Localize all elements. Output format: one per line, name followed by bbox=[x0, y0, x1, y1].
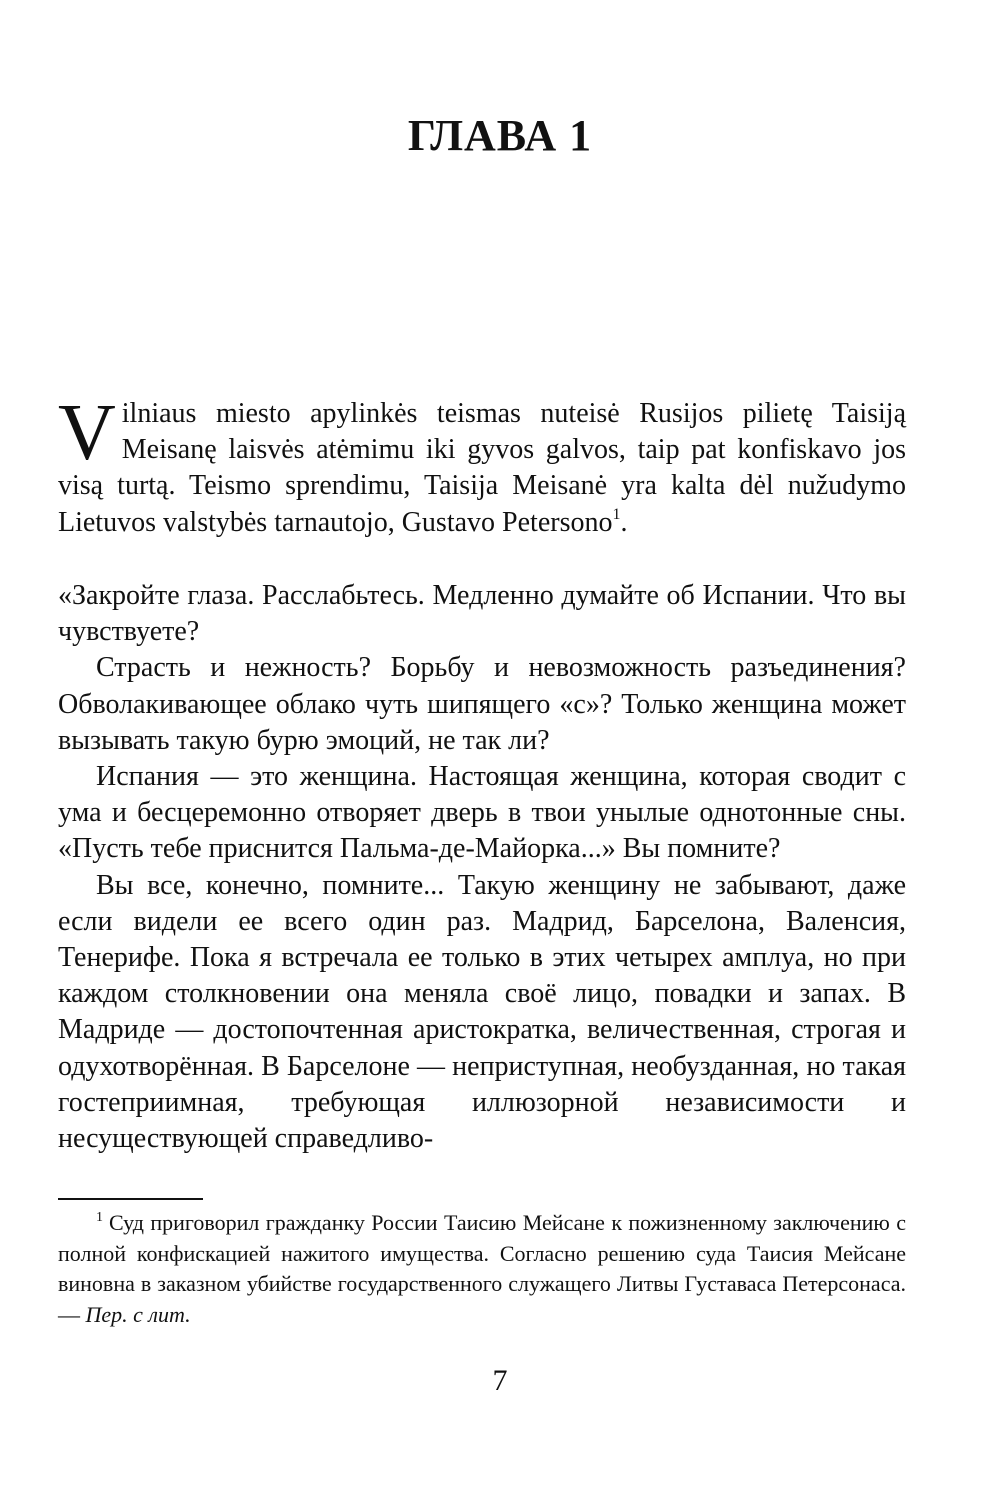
drop-cap: V bbox=[58, 389, 116, 477]
russian-paragraph: Страсть и нежность? Борьбу и невозможность разъединения? Обволакивающее облако чуть шипящего «с»? Только женщина может вызывать такую бурю эмоций, не так ли? bbox=[58, 652, 906, 756]
russian-paragraph: Испания — это женщина. Настоящая женщина, которая сводит с ума и бесцеремонно отворяет дверь в твои унылые однотонные сны. «Пусть тебе приснится Пальма-де-Майорка...» Вы помните? bbox=[58, 761, 906, 865]
russian-paragraph: Вы все, конечно, помните... Такую женщину не забывают, даже если видели ее всего один раз. Мадрид, Барселона, Валенсия, Тенерифе. Пока я встречала ее только в этих четырех амплуа, но при каждом столкновении она меняла своё лицо, повадки и запах. В Мадриде — достопочтенная аристократка, величественная, строгая и одухотворённая. В Барселоне — неприступная, необузданная, но такая гостеприимная, требующая иллюзорной независимости и несуществующей справедливо- bbox=[58, 869, 906, 1155]
lithuanian-paragraph-text: ilniaus miesto apylinkės teismas nuteisė Rusijos pilietę Taisiją Meisanę laisvės atėmimu iki gyvos galvos, taip pat konfiskavo jos visą turtą. Teismo sprendimu, Taisija Meisanė yra kalta dėl nužudymo Lietuvos valstybės tarnautojo, Gustavo Petersono bbox=[58, 398, 906, 538]
page-number: 7 bbox=[492, 1364, 508, 1397]
footnote bbox=[58, 1208, 906, 1330]
lithuanian-paragraph-block bbox=[58, 389, 906, 541]
footnote-reference: 1 bbox=[612, 505, 621, 523]
footnote-divider bbox=[58, 1198, 203, 1200]
russian-text-block bbox=[58, 578, 906, 1157]
lithuanian-paragraph bbox=[58, 389, 906, 541]
lithuanian-paragraph-end: . bbox=[620, 506, 628, 538]
footnote-text: Суд приговорил гражданку России Таисию Мейсане к пожизненному заключению с полной конфискацией нажитого имущества. Согласно решению суда Таисия Мейсане виновна в заказном убийстве государственного служащего Литвы Густаваса Петерсонаса. — bbox=[58, 1210, 906, 1327]
translator-note: Пер. с лит. bbox=[85, 1301, 191, 1327]
russian-paragraph: «Закройте глаза. Расслабьтесь. Медленно думайте об Испании. Что вы чувствуете? bbox=[58, 580, 906, 648]
chapter-title: ГЛАВА 1 bbox=[407, 111, 593, 160]
footnote-number: 1 bbox=[96, 1210, 103, 1225]
